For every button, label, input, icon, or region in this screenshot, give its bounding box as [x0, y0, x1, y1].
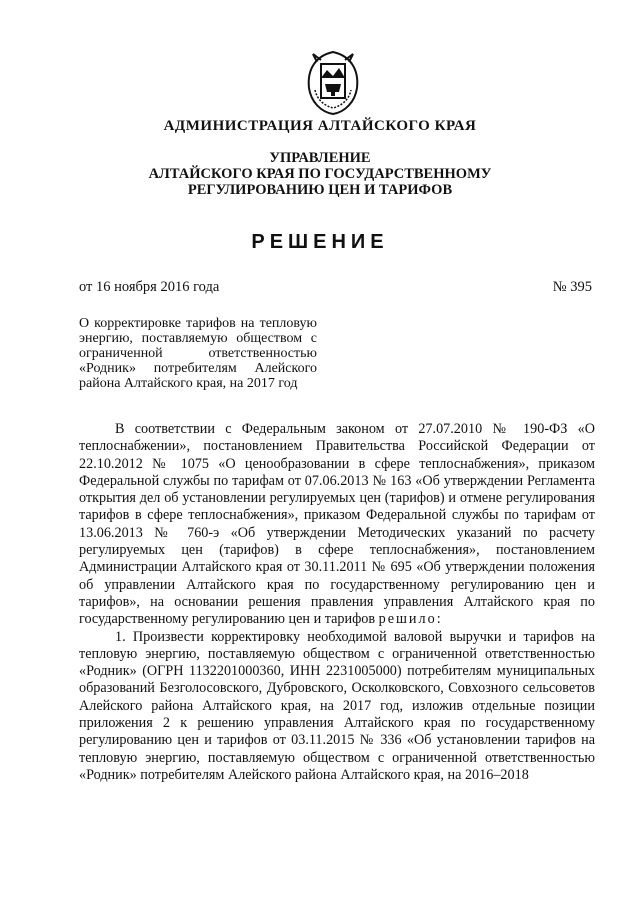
department-title: [0, 150, 640, 198]
department-line: РЕГУЛИРОВАНИЮ ЦЕН И ТАРИФОВ: [187, 182, 453, 198]
paragraph-text: В соответствии с Федеральным законом от 27.07.2010 № 190-ФЗ «О теплоснабжении», постановлением Правительства Российской Федерации от 22.10.2012 № 1075 «О ценообразовании в сфере теплоснабжения», приказом Федеральной службы по тарифам от 07.06.2013 № 163 «Об утверждении Регламента открытия дел об установлении регулируемых цен (тарифов) и отмене регулирования тарифов в сфере теплоснабжения», приказом Федеральной службы по тарифам от 13.06.2013 № 760-э «Об утверждении Методических указаний по расчету регулируемых цен (тарифов) в сфере теплоснабжения», постановлением Администрации Алтайского края от 30.11.2011 № 695 «Об утверждении положения об управлении Алтайского края по государственному регулированию цен и тарифов», на основании решения правления управления Алтайского края по государственному регулированию цен и тарифов: [79, 421, 595, 628]
resolved-word: решило:: [378, 611, 443, 628]
document-number: № 395: [552, 279, 592, 295]
body-paragraph: 1. Произвести корректировку необходимой валовой выручки и тарифов на тепловую энергию, поставляемую обществом с ограниченной ответственностью «Родник» (ОГРН 1132201000360, ИНН 2231005000) потребителям муниципальных образований Безголосовского, Дубровского, Осколковского, Совхозного сельсоветов Алейского района Алтайского края, на 2017 год, изложив отдельные позиции приложения 2 к решению управления Алтайского края по государственному регулированию цен и тарифов от 03.11.2015 № 336 «Об установлении тарифов на тепловую энергию, поставляемую обществом с ограниченной ответственностью «Родник» потребителям Алейского района Алтайского края, на 2016–2018: [79, 628, 595, 783]
document-date: от 16 ноября 2016 года: [79, 279, 220, 295]
department-line: АЛТАЙСКОГО КРАЯ ПО ГОСУДАРСТВЕННОМУ: [148, 166, 492, 182]
coat-of-arms-icon: [303, 50, 363, 116]
document-body: [79, 421, 595, 784]
document-type-title: РЕШЕНИЕ: [251, 231, 389, 253]
body-paragraph: [79, 421, 595, 629]
administration-title: АДМИНИСТРАЦИЯ АЛТАЙСКОГО КРАЯ: [163, 118, 477, 134]
document-subject: О корректировке тарифов на тепловую энергию, поставляемую обществом с ограниченной ответственностью «Родник» потребителям Алейского района Алтайского края, на 2017 год: [79, 316, 317, 391]
department-line: УПРАВЛЕНИЕ: [269, 150, 371, 166]
